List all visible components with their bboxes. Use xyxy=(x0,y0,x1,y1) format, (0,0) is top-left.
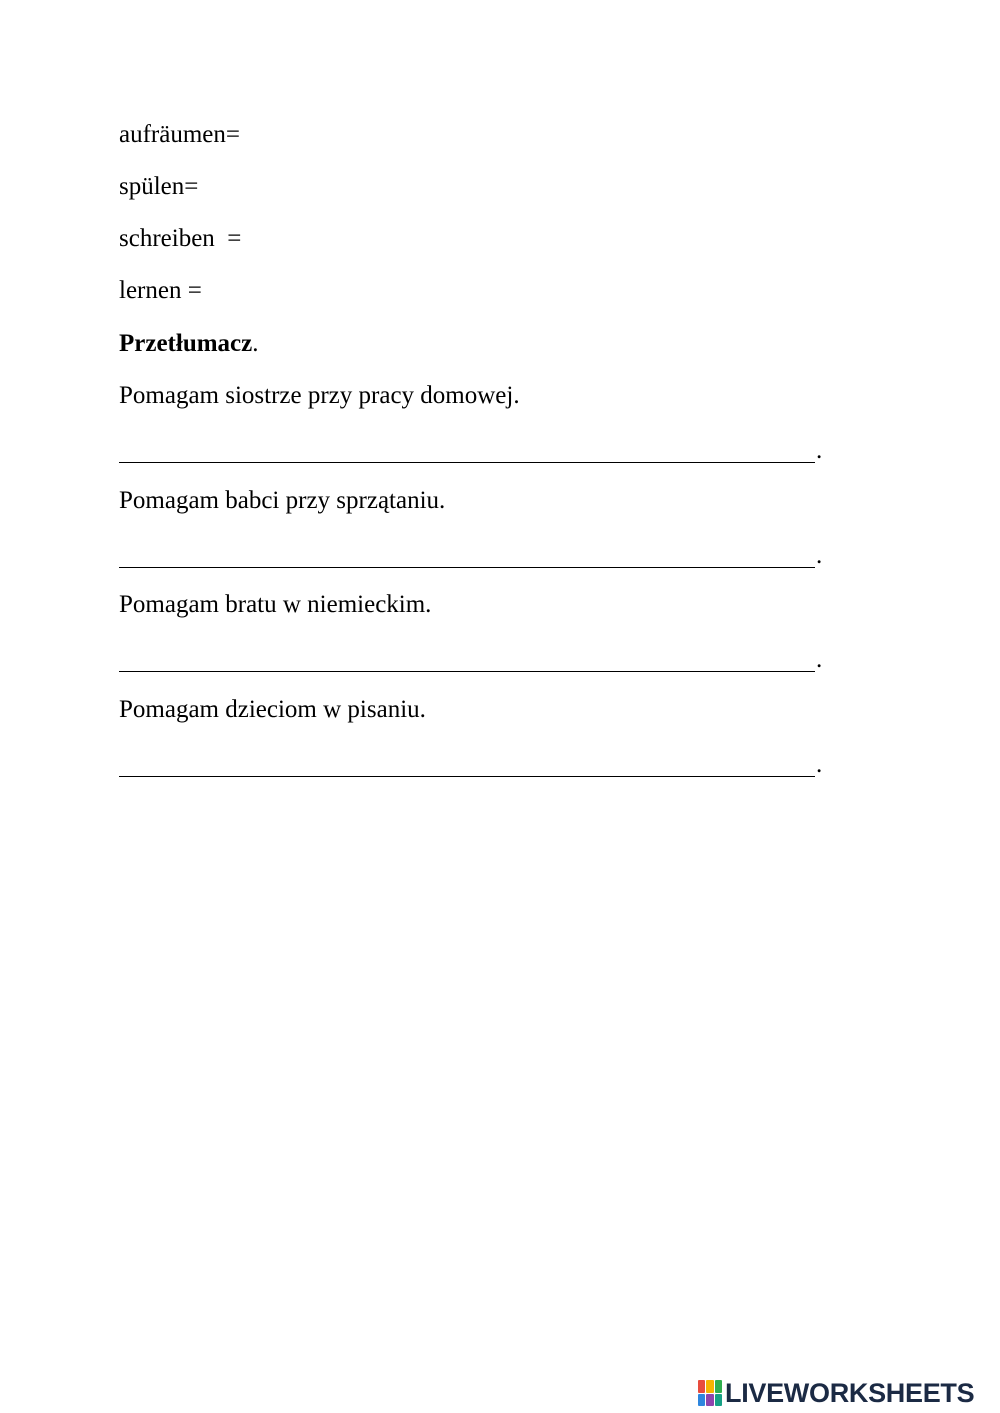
exercise-sentence-4: Pomagam dzieciom w pisaniu. xyxy=(119,696,426,723)
answer-field-1[interactable] xyxy=(119,432,815,463)
logo-wordmark: LIVEWORKSHEETS xyxy=(725,1377,975,1408)
exercise-sentence-3: Pomagam bratu w niemieckim. xyxy=(119,591,432,618)
logo-tile xyxy=(706,1394,713,1407)
vocab-item-aufraeumen: aufräumen= xyxy=(119,121,240,148)
answer-end-3: . xyxy=(816,646,823,673)
answer-end-2: . xyxy=(816,542,823,569)
vocab-item-lernen: lernen = xyxy=(119,277,202,304)
exercise-sentence-1: Pomagam siostrze przy pracy domowej. xyxy=(119,382,520,409)
vocab-item-schreiben: schreiben = xyxy=(119,225,242,252)
answer-end-1: . xyxy=(816,437,823,464)
answer-field-4[interactable] xyxy=(119,746,815,777)
logo-tile xyxy=(706,1380,713,1393)
liveworksheets-logo-icon xyxy=(698,1380,722,1406)
instruction-text: Przetłumacz xyxy=(119,330,253,357)
instruction-period: . xyxy=(252,330,259,357)
answer-field-2[interactable] xyxy=(119,537,815,568)
logo-tile xyxy=(715,1380,722,1393)
vocab-item-spuelen: spülen= xyxy=(119,173,199,200)
logo-tile xyxy=(715,1394,722,1407)
instruction-heading xyxy=(119,329,259,359)
logo-tile xyxy=(698,1394,705,1407)
answer-field-3[interactable] xyxy=(119,641,815,672)
liveworksheets-logo xyxy=(698,1378,974,1408)
answer-end-4: . xyxy=(816,751,823,778)
logo-tile xyxy=(698,1380,705,1393)
exercise-sentence-2: Pomagam babci przy sprzątaniu. xyxy=(119,487,446,514)
